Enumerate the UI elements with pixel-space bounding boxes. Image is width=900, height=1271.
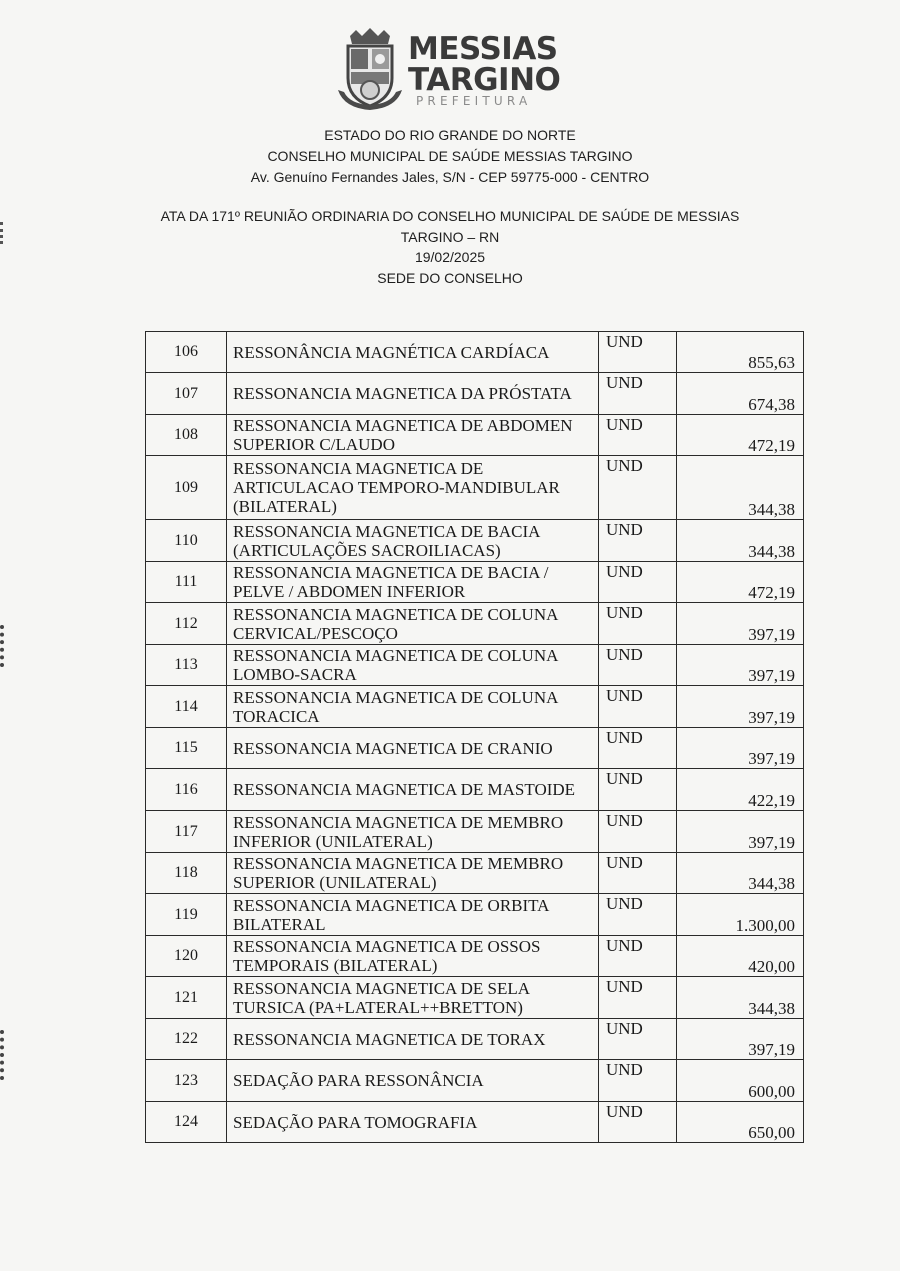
item-unit: UND: [599, 332, 677, 373]
item-value: 397,19: [677, 645, 804, 686]
item-value: 344,38: [677, 456, 804, 520]
item-description: SEDAÇÃO PARA RESSONÂNCIA: [227, 1060, 599, 1102]
item-unit: UND: [599, 603, 677, 645]
item-unit: UND: [599, 936, 677, 977]
table-row: [146, 894, 804, 936]
item-unit: UND: [599, 415, 677, 456]
procedures-table: [145, 331, 804, 1143]
item-number: 111: [146, 562, 227, 603]
item-number: 117: [146, 811, 227, 853]
table-row: [146, 1060, 804, 1102]
item-number: 112: [146, 603, 227, 645]
item-number: 109: [146, 456, 227, 520]
item-value: 397,19: [677, 686, 804, 728]
procedures-table-body: [146, 332, 804, 1143]
item-number: 119: [146, 894, 227, 936]
item-value: 650,00: [677, 1102, 804, 1143]
item-number: 113: [146, 645, 227, 686]
item-unit: UND: [599, 562, 677, 603]
item-description: RESSONANCIA MAGNETICA DE ABDOMEN SUPERIOR C/LAUDO: [227, 415, 599, 456]
logo-subtitle: PREFEITURA: [416, 94, 532, 108]
item-description: RESSONANCIA MAGNETICA DE TORAX: [227, 1019, 599, 1060]
item-unit: UND: [599, 645, 677, 686]
item-description: RESSONANCIA MAGNETICA DE BACIA / PELVE / ABDOMEN INFERIOR: [227, 562, 599, 603]
item-description: RESSONANCIA MAGNETICA DE ARTICULACAO TEMPORO-MANDIBULAR (BILATERAL): [227, 456, 599, 520]
item-value: 422,19: [677, 769, 804, 811]
council-name: CONSELHO MUNICIPAL DE SAÚDE MESSIAS TARGINO: [267, 148, 633, 164]
item-description: RESSONANCIA MAGNETICA DE SELA TURSICA (PA+LATERAL++BRETTON): [227, 977, 599, 1019]
item-number: 114: [146, 686, 227, 728]
meeting-location: SEDE DO CONSELHO: [377, 270, 523, 286]
item-number: 106: [146, 332, 227, 373]
item-value: 344,38: [677, 977, 804, 1019]
item-number: 121: [146, 977, 227, 1019]
item-unit: UND: [599, 811, 677, 853]
item-description: RESSONANCIA MAGNETICA DE ORBITA BILATERAL: [227, 894, 599, 936]
item-value: 472,19: [677, 562, 804, 603]
item-description: RESSONANCIA MAGNETICA DE OSSOS TEMPORAIS (BILATERAL): [227, 936, 599, 977]
item-value: 397,19: [677, 811, 804, 853]
item-description: RESSONANCIA MAGNETICA DE CRANIO: [227, 728, 599, 769]
item-unit: UND: [599, 456, 677, 520]
item-unit: UND: [599, 686, 677, 728]
item-unit: UND: [599, 853, 677, 894]
item-unit: UND: [599, 1060, 677, 1102]
item-value: 344,38: [677, 520, 804, 562]
item-value: 600,00: [677, 1060, 804, 1102]
item-number: 108: [146, 415, 227, 456]
table-row: [146, 728, 804, 769]
table-row: [146, 332, 804, 373]
item-value: 420,00: [677, 936, 804, 977]
item-value: 472,19: [677, 415, 804, 456]
municipal-seal-icon: [336, 28, 404, 112]
item-description: RESSONANCIA MAGNETICA DE COLUNA CERVICAL/PESCOÇO: [227, 603, 599, 645]
item-value: 1.300,00: [677, 894, 804, 936]
item-value: 674,38: [677, 373, 804, 415]
item-number: 116: [146, 769, 227, 811]
table-row: [146, 1102, 804, 1143]
logo-title-line1: MESSIAS: [408, 31, 558, 67]
meeting-title-line1: ATA DA 171º REUNIÃO ORDINARIA DO CONSELHO MUNICIPAL DE SAÚDE DE MESSIAS: [160, 208, 740, 224]
prefeitura-logo: [336, 28, 566, 112]
item-unit: UND: [599, 728, 677, 769]
scan-mark: [0, 625, 10, 667]
table-row: [146, 645, 804, 686]
item-value: 344,38: [677, 853, 804, 894]
item-description: RESSONÂNCIA MAGNÉTICA CARDÍACA: [227, 332, 599, 373]
table-row: [146, 373, 804, 415]
item-unit: UND: [599, 520, 677, 562]
scan-mark: [0, 222, 9, 244]
table-row: [146, 415, 804, 456]
item-number: 122: [146, 1019, 227, 1060]
item-description: RESSONANCIA MAGNETICA DE BACIA (ARTICULAÇÕES SACROILIACAS): [227, 520, 599, 562]
table-row: [146, 520, 804, 562]
item-description: RESSONANCIA MAGNETICA DE MEMBRO SUPERIOR (UNILATERAL): [227, 853, 599, 894]
item-unit: UND: [599, 1102, 677, 1143]
table-row: [146, 456, 804, 520]
table-row: [146, 853, 804, 894]
item-number: 123: [146, 1060, 227, 1102]
table-row: [146, 686, 804, 728]
item-unit: UND: [599, 1019, 677, 1060]
item-number: 120: [146, 936, 227, 977]
item-unit: UND: [599, 894, 677, 936]
item-description: RESSONANCIA MAGNETICA DE COLUNA LOMBO-SACRA: [227, 645, 599, 686]
item-description: RESSONANCIA MAGNETICA DE COLUNA TORACICA: [227, 686, 599, 728]
item-unit: UND: [599, 769, 677, 811]
item-description: RESSONANCIA MAGNETICA DE MASTOIDE: [227, 769, 599, 811]
table-row: [146, 562, 804, 603]
council-address: Av. Genuíno Fernandes Jales, S/N - CEP 59775-000 - CENTRO: [250, 169, 650, 185]
item-description: RESSONANCIA MAGNETICA DA PRÓSTATA: [227, 373, 599, 415]
item-number: 118: [146, 853, 227, 894]
state-name: ESTADO DO RIO GRANDE DO NORTE: [324, 127, 576, 143]
item-unit: UND: [599, 977, 677, 1019]
item-number: 115: [146, 728, 227, 769]
table-row: [146, 1019, 804, 1060]
item-description: RESSONANCIA MAGNETICA DE MEMBRO INFERIOR (UNILATERAL): [227, 811, 599, 853]
item-value: 855,63: [677, 332, 804, 373]
item-value: 397,19: [677, 603, 804, 645]
table-row: [146, 936, 804, 977]
item-value: 397,19: [677, 1019, 804, 1060]
scan-mark: [0, 1030, 10, 1080]
table-row: [146, 977, 804, 1019]
table-row: [146, 769, 804, 811]
item-number: 110: [146, 520, 227, 562]
item-number: 124: [146, 1102, 227, 1143]
meeting-date: 19/02/2025: [414, 249, 486, 265]
table-row: [146, 603, 804, 645]
item-value: 397,19: [677, 728, 804, 769]
table-row: [146, 811, 804, 853]
item-unit: UND: [599, 373, 677, 415]
meeting-title-line2: TARGINO – RN: [400, 229, 500, 245]
logo-title-line2: TARGINO: [408, 62, 561, 98]
item-description: SEDAÇÃO PARA TOMOGRAFIA: [227, 1102, 599, 1143]
logo-title: [408, 31, 561, 98]
item-number: 107: [146, 373, 227, 415]
